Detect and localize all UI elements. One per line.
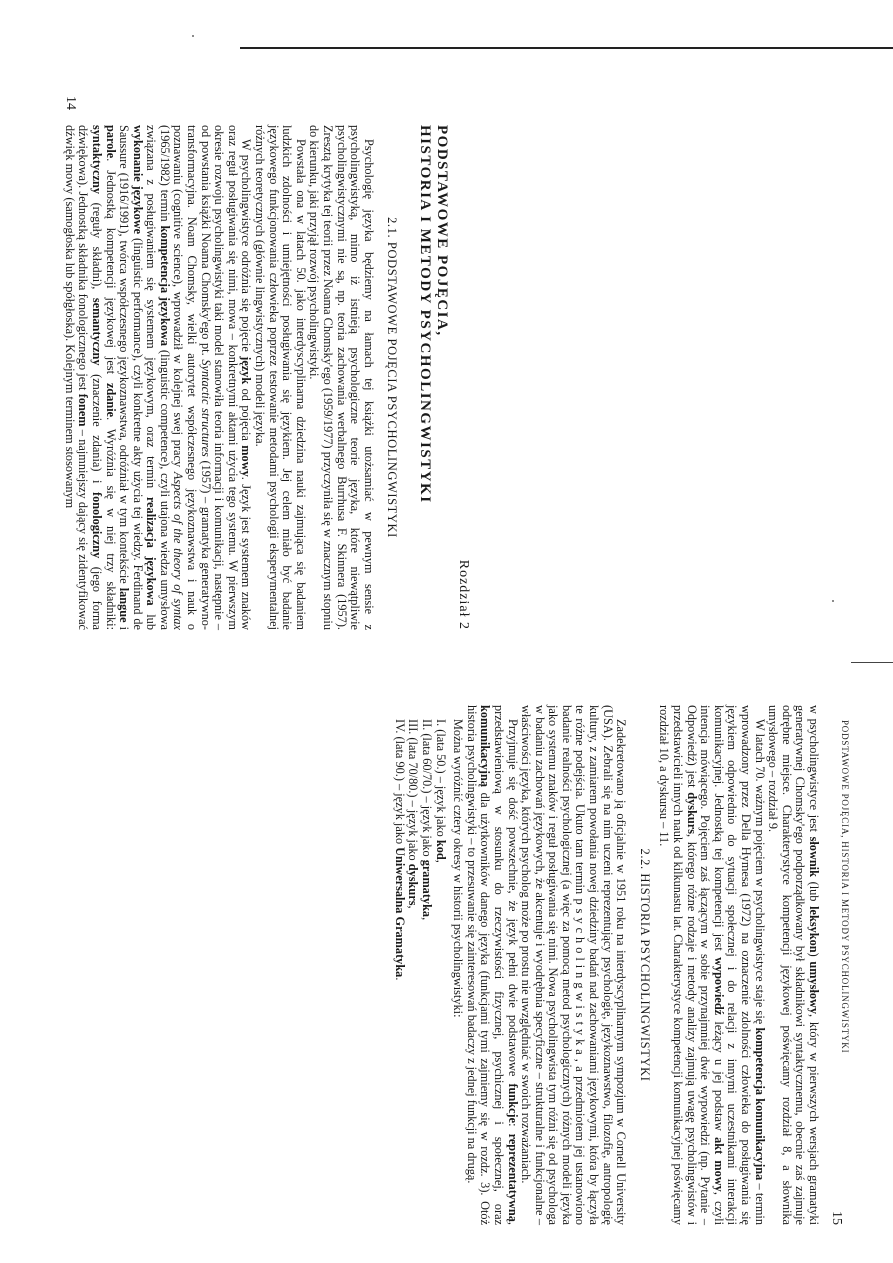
list-item: III. (lata 70/80.) – język jako dyskurs, xyxy=(406,719,421,909)
left-page xyxy=(55,125,470,630)
page-number-right: 15 xyxy=(829,1211,844,1225)
paragraph: Zadekretowano ją oficjalnie w 1951 roku na interdyscyplinarnym sympozjum w Cornell University (USA). Zebrali się na nim uczeni reprezentujący psychologię, językoznawstwo, filozofię, antropologię kultury, z zamiarem powołania nowej dziedziny badań nad zachowaniami językowymi, która by łączyła te różne podejścia. Ukuto tam termin psycholingwistyka, a przedmiotem jej ustanowiono badanie realności psychologicznej (a więc za pomocą metod psychologicznych) różnych modeli języka jako systemu znaków i reguł posługiwania się nimi. Nowa psycholingwista tym różni się od psychologa w badaniu zachowań językowych, że akcentuje i wyodrębnia specyficzne – strukturalne i funkcjonalne – właściwości języka, których psycholog może po prostu nie uwzględniać w swoich rozważaniach. xyxy=(519,705,629,1225)
paragraph: Powstała ona w latach 50. jako interdyscyplinarna dziedzina nauki zajmująca się badaniem ludzkich zdolności i umiejętności posługiwania się językiem. Jej celem miało być badanie językowego funkcjonowania człowieka poprzez testowanie metodami psychologii eksperymentalnej różnych teoretycznych (głównie lingwistycznych) modeli języka. xyxy=(253,125,308,630)
scan-rule-top xyxy=(240,47,893,49)
section-title: 2.2. HISTORIA PSYCHOLINGWISTYKI xyxy=(637,848,652,1082)
chapter-title-line2: HISTORIA I METODY PSYCHOLINGWISTYKI xyxy=(417,125,434,504)
page-number-left: 14 xyxy=(63,96,78,110)
periods-list xyxy=(392,705,446,1225)
running-head: PODSTAWOWE POJĘCIA, HISTORIA I METODY PSYCHOLINGWISTYKI xyxy=(840,720,850,1054)
right-page xyxy=(392,705,821,1226)
list-item: II. (lata 60/70.) – język jako gramatyka, xyxy=(419,719,434,921)
section-title: 2.1. PODSTAWOWE POJĘCIA PSYCHOLINGWISTYKI xyxy=(385,217,400,538)
scan-speck xyxy=(832,600,834,602)
paragraph: Można wyróżnić cztery okresy w historii psycholingwistyki: xyxy=(451,719,466,1018)
chapter-label: Rozdział 2 xyxy=(456,559,471,630)
list-item: IV. (lata 90.) – język jako Uniwersalna Gramatyka. xyxy=(392,719,407,981)
paragraph: W latach 70. ważnym pojęciem w psycholingwistyce staje się kompetencja komunikacyjna – termin wprowadzony przez Della Hymesa (1972) na oznaczenie zdolności człowieka do posługiwania się językiem odpowiednio do sytuacji społecznej i do relacji z innymi uczestnikami interakcji komunikacyjnej. Jednostką tej kompetencji jest wypowiedź leżący u jej podstaw akt mowy, czyli intencja mówiącego. Pojęciem zaś łączącym w sobie przynajmniej dwie wypowiedzi (np. Pytanie – Odpowiedź) jest dyskurs, którego różne rodzaje i metody analizy zajmują uwagę psycholingwistów i przedstawicieli innych nauk od kilkunastu lat. Charakterystyce kompetencji komunikacyjnej poświęcamy rozdział 10, a dyskursu – 11. xyxy=(657,705,767,1226)
list-item: I. (lata 50.) – język jako kod, xyxy=(433,719,448,863)
paragraph: w psycholingwistyce jest słownik (lub leksykon) umysłowy, który w pierwszych wersjach gramatyki generatywnej Chomsky'ego podporządkowany był składnikowi syntaktycznemu, obecnie zaś zajmuje odrębne miejsce. Charakterystyce kompetencji językowej poświęcamy rozdział 8, a słownika umysłowego – rozdział 9. xyxy=(766,705,821,1225)
paragraph: Psychologię języka będziemy na łamach tej książki utożsamiać w pewnym sensie z psycholingwistyką, mimo iż istnieją psychologiczne teorie języka, które niewątpliwie psycholingwistycznymi nie są, np. teoria zachowania werbalnego Burrhusa F. Skinnera (1957). Zresztą krytyka tej teorii przez Noama Chomsky'ego (1959/1977) przyczyniła się w znacznym stopniu do kierunku, jaki przyjął rozwój psycholingwistyki. xyxy=(307,125,376,630)
scan-speck xyxy=(192,35,194,37)
scan-rule-gutter xyxy=(851,662,893,663)
chapter-title-line1: PODSTAWOWE POJĘCIA, xyxy=(434,125,451,337)
paragraph: W psycholingwistyce odróżnia się pojęcie język od pojęcia mowy. Język jest systemem znaków oraz reguł posługiwania się nimi, mowa – konkretnymi aktami użycia tego systemu. W pierwszym okresie rozwoju psycholingwistyki taki model stanowiła teoria informacji i komunikacji, następnie – od powstania książki Noama Chomsky'ego pt. Syntactic structures (1957) – gramatyka generatywno-transformacyjna. Noam Chomsky, wielki autorytet współczesnego językoznawstwa i nauk o poznawaniu (cognitive science), wprowadził w kolejnej swej pracy Aspects of the theory of syntax (1965/1982) termin kompetencja językowa (linguistic competence), czyli utajona wiedza umysłowa związana z posługiwaniem się systemem językowym, oraz termin realizacja językowa lub wykonanie językowe (linguistic performance), czyli konkretne akty użycia tej wiedzy. Ferdinand de Saussure (1916/1991), twórca współczesnego językoznawstwa, odróżniał w tym kontekście langue i parole. Jednostką kompetencji językowej jest zdanie. Wyróżnia się w niej trzy składniki: syntaktyczny (reguły składni), semantyczny (znaczenie zdania) i fonologiczny (jego forma dźwiękowa). Jednostką składnika fonologicznego jest fonem – najmniejszy dający się zidentyfikować dźwięk mowy (samogłoska lub spółgłoska). Kolejnym terminem stosowanym xyxy=(62,125,254,631)
chapter-title xyxy=(416,125,450,630)
paragraph: Przyjmuje się dość powszechnie, że język pełni dwie podstawowe funkcje: reprezentatywną, przedstawieniową w stosunku do rzeczywistości fizycznej, psychicznej i społecznej, oraz komunikacyjną dla użytkowników danego języka (funkcjami tymi zajmiemy się w rozdz. 3). Otóż historia psycholingwistyki – to przesuwanie się zainteresowań badaczy z jednej funkcji na drugą. xyxy=(464,705,520,1225)
